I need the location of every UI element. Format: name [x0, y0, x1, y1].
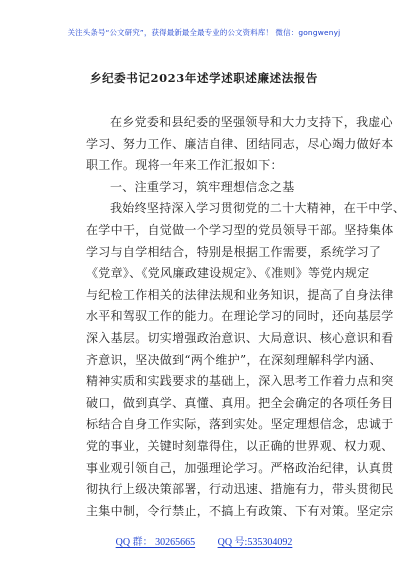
- promo-banner-text: 关注头条号“公文研究”，获得最新最全最专业的公文资料库！ 微信：gongwenyj: [67, 28, 341, 37]
- body-line-2: 学习、努力工作、廉洁自律、团结同志，尽心竭力做好本: [86, 136, 394, 151]
- document-body: [86, 112, 406, 522]
- qq-group-link[interactable]: QQ 群： 30265665: [115, 537, 196, 548]
- body-line-15: 标结合自身工作实际，落到实处。坚定理想信念，忠诚于: [86, 417, 394, 432]
- body-line-16: 党的事业，关键时刻靠得住，以正确的世界观、权力观、: [86, 438, 394, 453]
- document-title: 乡纪委书记2023年述学述职述廉述法报告: [89, 71, 318, 85]
- body-line-14: 破口，做到真学、真懂、真用。把全会确定的各项任务目: [86, 395, 394, 410]
- section-heading-1: 一、注重学习，筑牢理想信念之基: [110, 179, 295, 194]
- body-line-19: 主集中制，令行禁止，不搞上有政策、下有对策。坚定宗: [86, 503, 394, 518]
- body-line-11: 深入基层。切实增强政治意识、大局意识、核心意识和看: [86, 330, 394, 345]
- body-line-6: 在学中干，自觉做一个学习型的党员领导干部。坚持集体: [86, 222, 394, 237]
- body-line-10: 水平和驾驭工作的能力。在理论学习的同时，还向基层学: [86, 309, 394, 324]
- body-line-7: 学习与自学相结合，特别是根据工作需要，系统学习了: [86, 244, 382, 259]
- body-line-5: 我始终坚持深入学习贯彻党的二十大精神，在干中学、: [110, 201, 406, 216]
- body-line-18: 彻执行上级决策部署，行动迅速、措施有力，带头贯彻民: [86, 482, 394, 497]
- contact-footer: [0, 533, 408, 548]
- body-line-3: 职工作。现将一年来工作汇报如下：: [86, 158, 283, 173]
- body-line-17: 事业观引领自己，加强理论学习。严格政治纪律，认真贯: [86, 460, 394, 475]
- body-line-8: 《党章》、《党风廉政建设规定》、《准则》等党内规定: [86, 266, 370, 281]
- body-line-1: 在乡党委和县纪委的坚强领导和大力支持下，我虚心: [110, 115, 393, 129]
- body-line-12: 齐意识，坚决做到“两个维护”，在深刻理解科学内涵、: [86, 352, 382, 367]
- promo-banner: [0, 27, 408, 38]
- body-line-13: 精神实质和实践要求的基础上，深入思考工作着力点和突: [86, 374, 394, 389]
- qq-number-link[interactable]: QQ 号:535304092: [217, 537, 293, 548]
- body-line-9: 与纪检工作相关的法律法规和业务知识，提高了自身法律: [86, 287, 394, 302]
